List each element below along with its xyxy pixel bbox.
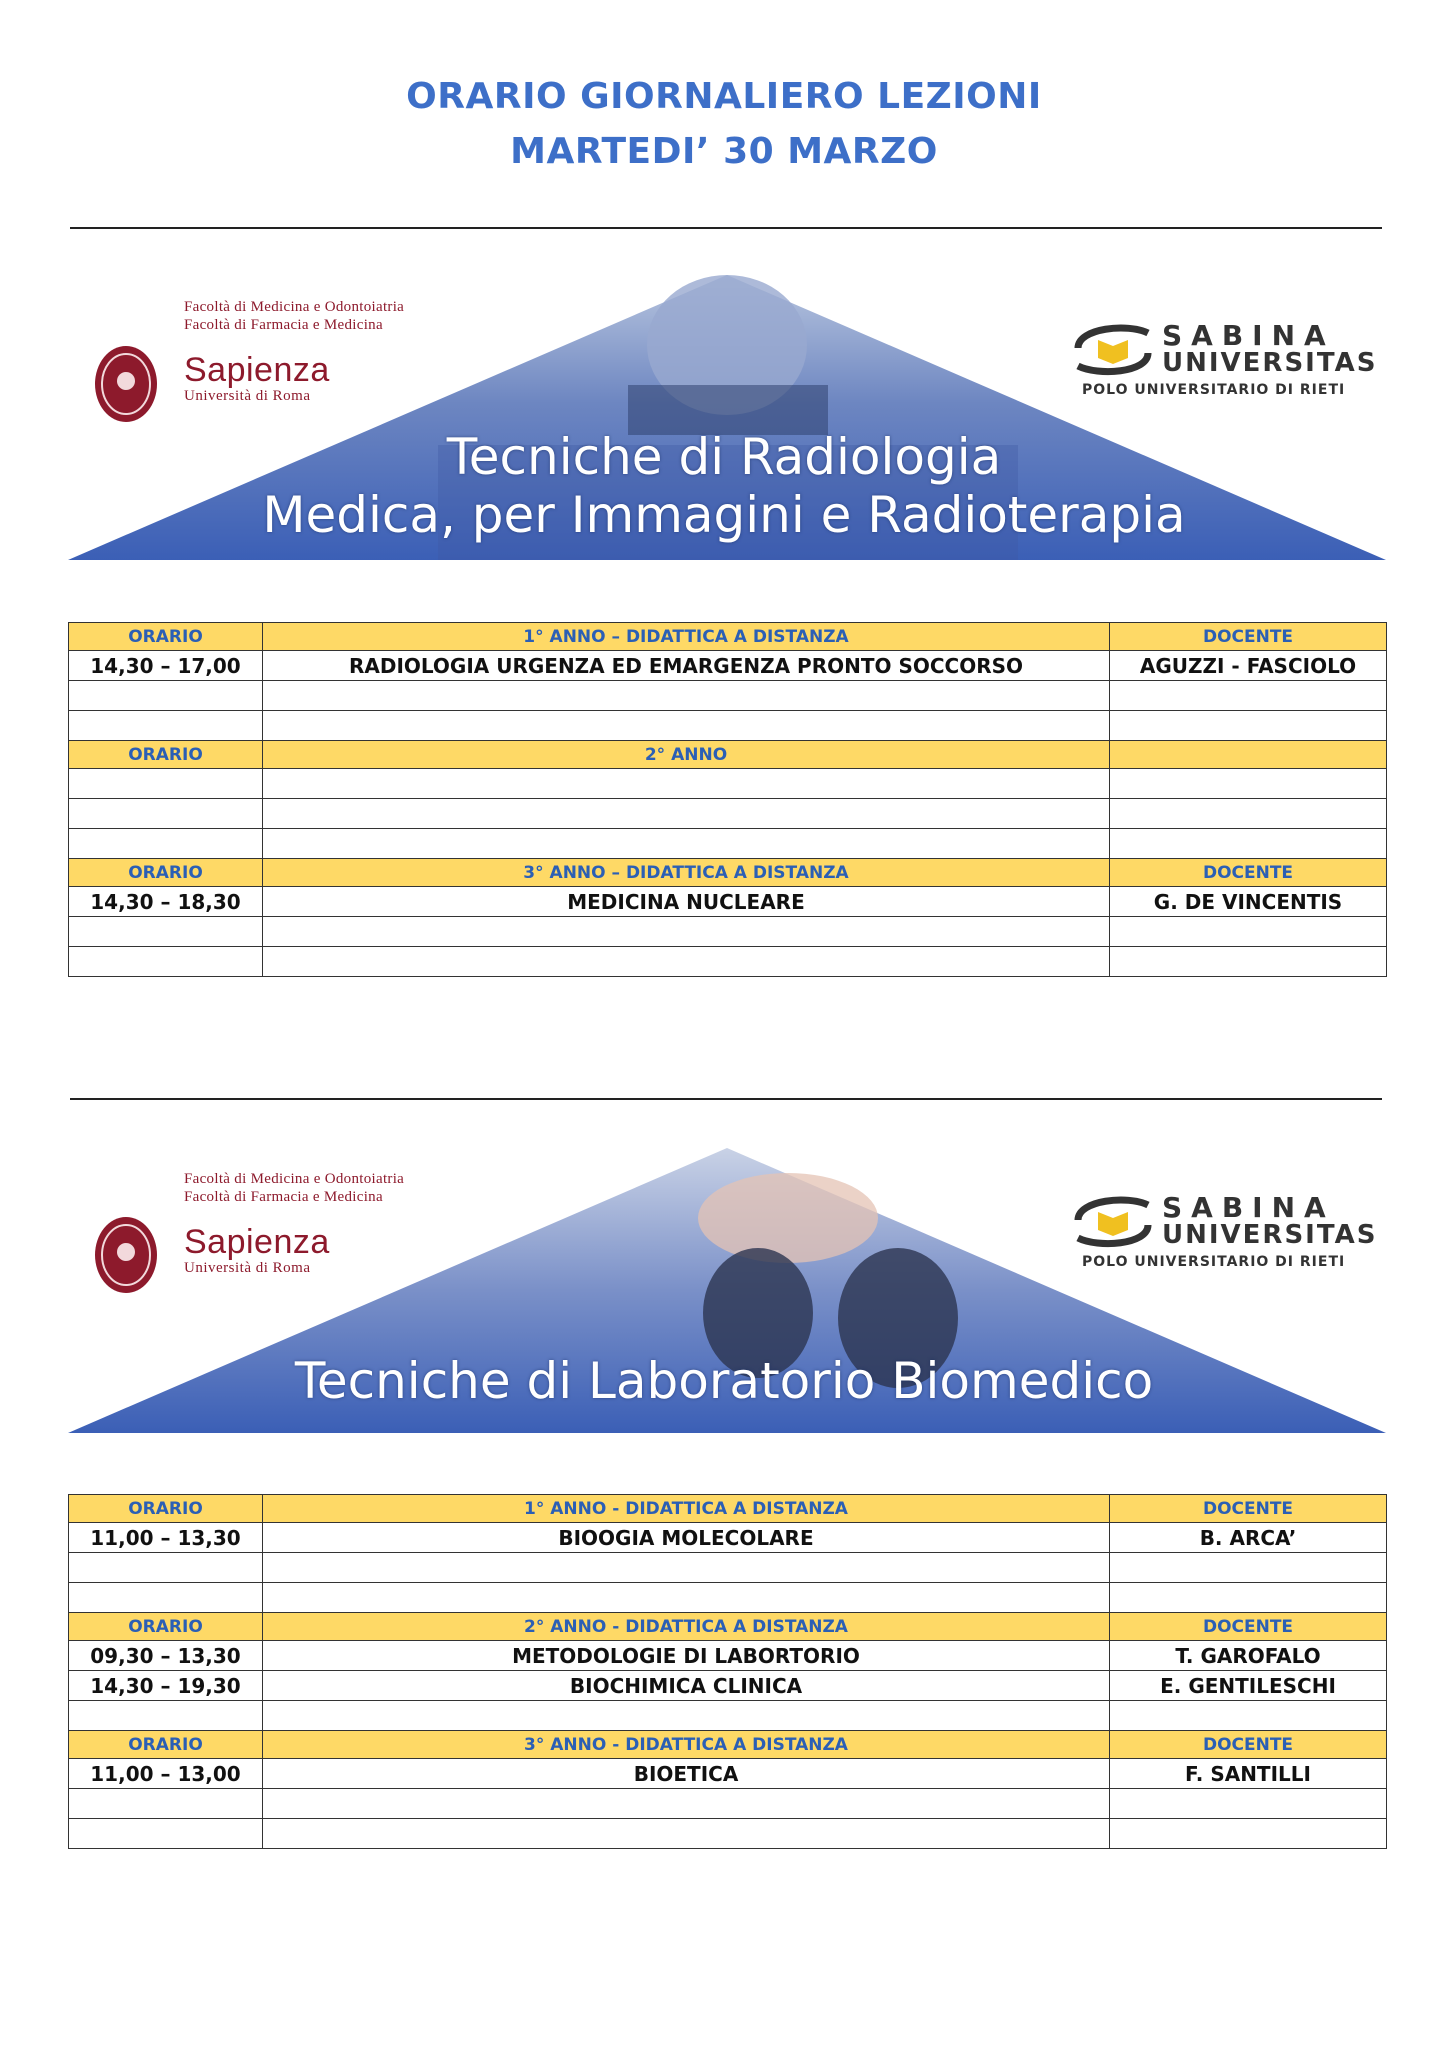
teacher-cell: AGUZZI - FASCIOLO	[1110, 651, 1387, 681]
subject-cell: BIOOGIA MOLECOLARE	[263, 1523, 1110, 1553]
subject-cell	[263, 1583, 1110, 1613]
sabina-sub: UNIVERSITAS	[1162, 1220, 1378, 1250]
teacher-cell: T. GAROFALO	[1110, 1641, 1387, 1671]
time-cell: ORARIO	[69, 859, 263, 887]
sapienza-seal-icon	[94, 345, 158, 423]
sapienza-name: Sapienza	[184, 1223, 330, 1261]
page-title-line2: MARTEDI’ 30 MARZO	[510, 131, 938, 172]
teacher-cell	[1110, 799, 1387, 829]
sapienza-sub: Università di Roma	[184, 388, 311, 404]
sabina-name: SABINA	[1162, 319, 1335, 352]
subject-cell	[263, 711, 1110, 741]
teacher-cell	[1110, 1553, 1387, 1583]
divider-middle	[70, 1098, 1382, 1100]
table-header-row	[69, 1731, 1387, 1759]
teacher-cell: DOCENTE	[1110, 859, 1387, 887]
schedule-table-laboratorio	[68, 1494, 1387, 1849]
faculty-label-2	[184, 1170, 404, 1206]
table-row	[69, 917, 1387, 947]
table-row	[69, 799, 1387, 829]
sapienza-logo-text-1	[184, 352, 330, 405]
subject-cell: BIOETICA	[263, 1759, 1110, 1789]
table-row	[69, 829, 1387, 859]
teacher-cell: F. SANTILLI	[1110, 1759, 1387, 1789]
sabina-polo-2: POLO UNIVERSITARIO DI RIETI	[1082, 1254, 1346, 1270]
table-row	[69, 769, 1387, 799]
sabina-sub: UNIVERSITAS	[1162, 348, 1378, 378]
time-cell	[69, 681, 263, 711]
table-row	[69, 1523, 1387, 1553]
subject-cell	[263, 1553, 1110, 1583]
faculty-line-farmacia: Facoltà di Farmacia e Medicina	[184, 317, 383, 333]
subject-cell	[263, 917, 1110, 947]
time-cell	[69, 769, 263, 799]
sapienza-logo-text-2	[184, 1224, 330, 1277]
teacher-cell: G. DE VINCENTIS	[1110, 887, 1387, 917]
table-header-row	[69, 1613, 1387, 1641]
time-cell: 14,30 – 19,30	[69, 1671, 263, 1701]
subject-cell: 2° ANNO	[263, 741, 1110, 769]
table-header-row	[69, 623, 1387, 651]
time-cell	[69, 1789, 263, 1819]
course-line-1: Tecniche di Radiologia	[446, 428, 1002, 486]
time-cell	[69, 829, 263, 859]
course-line-1: Tecniche di Laboratorio Biomedico	[294, 1352, 1154, 1410]
subject-cell	[263, 829, 1110, 859]
teacher-cell	[1110, 829, 1387, 859]
table-row	[69, 1701, 1387, 1731]
subject-cell: METODOLOGIE DI LABORTORIO	[263, 1641, 1110, 1671]
table-row	[69, 711, 1387, 741]
subject-cell: MEDICINA NUCLEARE	[263, 887, 1110, 917]
time-cell: ORARIO	[69, 1731, 263, 1759]
time-cell: 14,30 – 17,00	[69, 651, 263, 681]
time-cell: 11,00 – 13,30	[69, 1523, 263, 1553]
time-cell	[69, 1583, 263, 1613]
sabina-name: SABINA	[1162, 1191, 1335, 1224]
teacher-cell: DOCENTE	[1110, 1495, 1387, 1523]
teacher-cell	[1110, 1583, 1387, 1613]
time-cell	[69, 1701, 263, 1731]
table-header-row	[69, 741, 1387, 769]
subject-cell: 2° ANNO - DIDATTICA A DISTANZA	[263, 1613, 1110, 1641]
time-cell	[69, 711, 263, 741]
table-row	[69, 1759, 1387, 1789]
faculty-line-medicina: Facoltà di Medicina e Odontoiatria	[184, 299, 405, 315]
subject-cell	[263, 1819, 1110, 1849]
time-cell: ORARIO	[69, 741, 263, 769]
course-title-radiologia	[0, 428, 1448, 544]
sabina-logo-text-1	[1162, 319, 1378, 378]
subject-cell: 1° ANNO - DIDATTICA A DISTANZA	[263, 1495, 1110, 1523]
sabina-book-icon	[1068, 318, 1158, 378]
subject-cell: RADIOLOGIA URGENZA ED EMARGENZA PRONTO SOCCORSO	[263, 651, 1110, 681]
subject-cell	[263, 947, 1110, 977]
sapienza-sub: Università di Roma	[184, 1260, 311, 1276]
table-row	[69, 1553, 1387, 1583]
teacher-cell	[1110, 1701, 1387, 1731]
teacher-cell	[1110, 741, 1387, 769]
teacher-cell: DOCENTE	[1110, 1613, 1387, 1641]
table-row	[69, 1789, 1387, 1819]
table-row	[69, 887, 1387, 917]
time-cell: ORARIO	[69, 1495, 263, 1523]
teacher-cell: DOCENTE	[1110, 1731, 1387, 1759]
sabina-polo-1: POLO UNIVERSITARIO DI RIETI	[1082, 382, 1346, 398]
time-cell: 11,00 – 13,00	[69, 1759, 263, 1789]
table-row	[69, 681, 1387, 711]
teacher-cell: E. GENTILESCHI	[1110, 1671, 1387, 1701]
table-row	[69, 1671, 1387, 1701]
time-cell: 14,30 – 18,30	[69, 887, 263, 917]
time-cell: ORARIO	[69, 1613, 263, 1641]
course-line-2: Medica, per Immagini e Radioterapia	[262, 486, 1186, 544]
subject-cell	[263, 769, 1110, 799]
course-title-laboratorio	[0, 1352, 1448, 1410]
divider-top	[70, 227, 1382, 229]
table-row	[69, 1819, 1387, 1849]
teacher-cell: B. ARCA’	[1110, 1523, 1387, 1553]
table-header-row	[69, 1495, 1387, 1523]
subject-cell: 3° ANNO – DIDATTICA A DISTANZA	[263, 859, 1110, 887]
table-header-row	[69, 859, 1387, 887]
time-cell	[69, 1819, 263, 1849]
subject-cell	[263, 799, 1110, 829]
time-cell	[69, 917, 263, 947]
subject-cell	[263, 1789, 1110, 1819]
teacher-cell	[1110, 917, 1387, 947]
time-cell: ORARIO	[69, 623, 263, 651]
table-row	[69, 651, 1387, 681]
teacher-cell	[1110, 947, 1387, 977]
teacher-cell	[1110, 1819, 1387, 1849]
teacher-cell	[1110, 769, 1387, 799]
table-row	[69, 1583, 1387, 1613]
faculty-line-farmacia: Facoltà di Farmacia e Medicina	[184, 1189, 383, 1205]
table-row	[69, 947, 1387, 977]
faculty-label-1	[184, 298, 404, 334]
time-cell	[69, 1553, 263, 1583]
page-title-line1: ORARIO GIORNALIERO LEZIONI	[406, 76, 1042, 117]
teacher-cell	[1110, 711, 1387, 741]
time-cell: 09,30 – 13,30	[69, 1641, 263, 1671]
teacher-cell	[1110, 1789, 1387, 1819]
schedule-table-radiologia	[68, 622, 1387, 977]
teacher-cell: DOCENTE	[1110, 623, 1387, 651]
time-cell	[69, 947, 263, 977]
teacher-cell	[1110, 681, 1387, 711]
sabina-book-icon	[1068, 1190, 1158, 1250]
subject-cell	[263, 681, 1110, 711]
table-row	[69, 1641, 1387, 1671]
sabina-logo-text-2	[1162, 1191, 1378, 1250]
subject-cell	[263, 1701, 1110, 1731]
sapienza-seal-icon	[94, 1216, 158, 1294]
time-cell	[69, 799, 263, 829]
faculty-line-medicina: Facoltà di Medicina e Odontoiatria	[184, 1171, 405, 1187]
subject-cell: 3° ANNO - DIDATTICA A DISTANZA	[263, 1731, 1110, 1759]
sapienza-name: Sapienza	[184, 351, 330, 389]
subject-cell: BIOCHIMICA CLINICA	[263, 1671, 1110, 1701]
subject-cell: 1° ANNO – DIDATTICA A DISTANZA	[263, 623, 1110, 651]
